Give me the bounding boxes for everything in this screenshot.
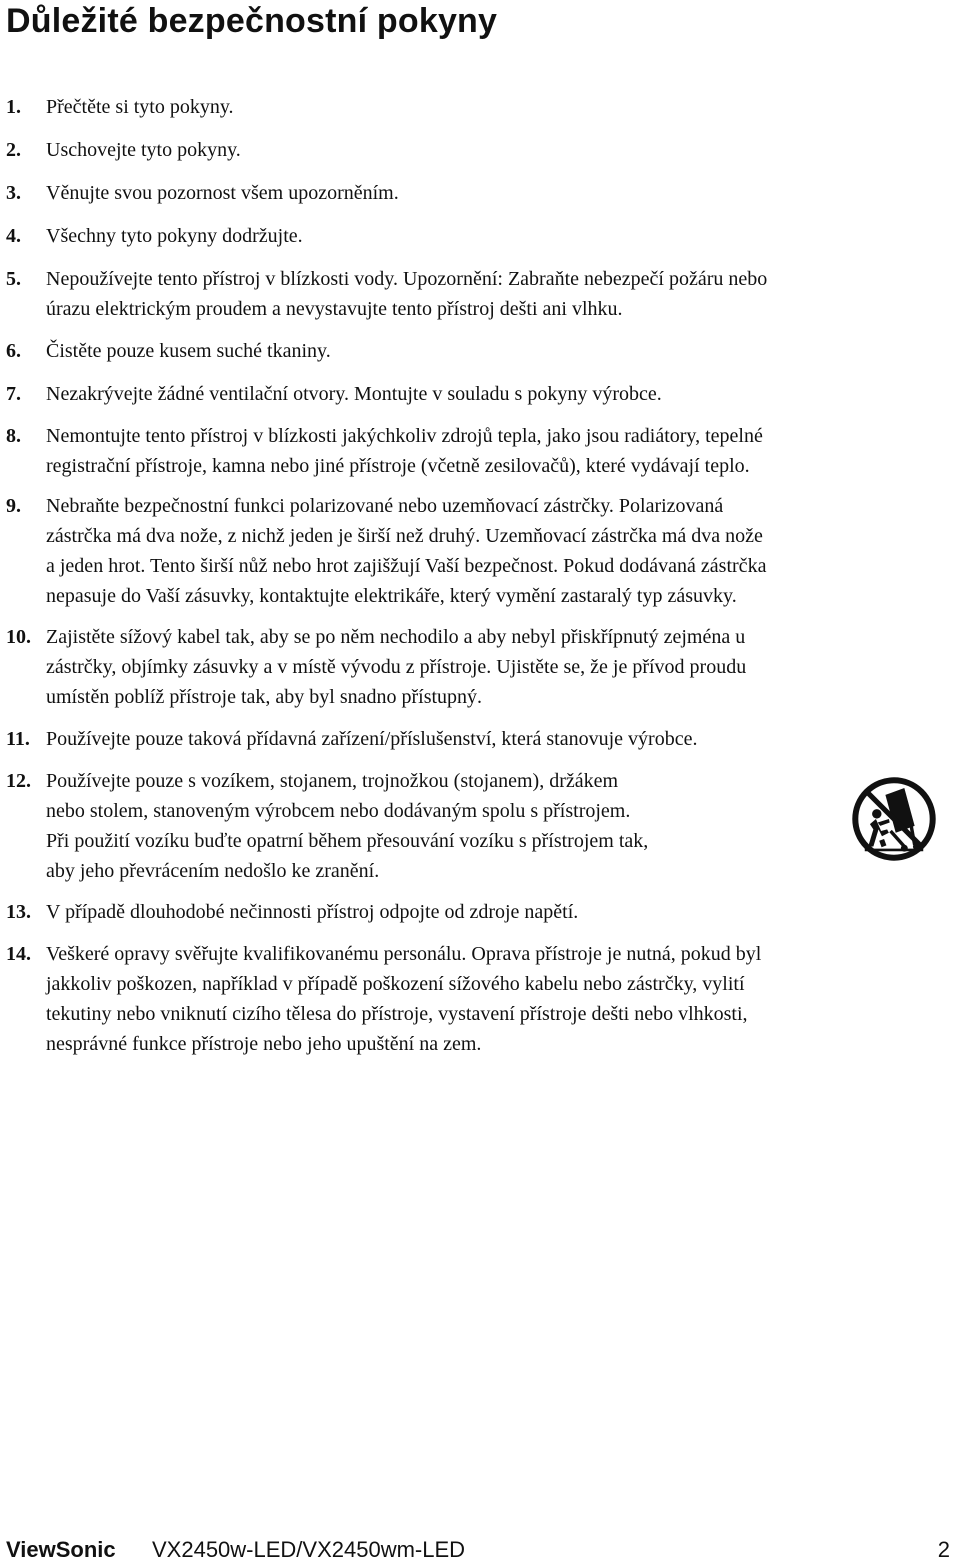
cart-tip-over-warning-icon xyxy=(851,776,937,862)
item-number: 5. xyxy=(6,268,21,290)
list-item xyxy=(0,221,303,251)
item-text: Nemontujte tento přístroj v blízkosti jakýchkoliv zdrojů tepla, jako jsou radiátory, tepelné registrační přístroje, kamna nebo jiné přístroje (včetně zesilovačů), které vydávají teplo. xyxy=(46,425,763,477)
item-text: Nezakrývejte žádné ventilační otvory. Montujte v souladu s pokyny výrobce. xyxy=(46,383,662,405)
list-item xyxy=(0,135,241,165)
item-number: 9. xyxy=(6,495,21,517)
list-item xyxy=(0,897,578,927)
item-text: Přečtěte si tyto pokyny. xyxy=(46,96,234,118)
item-text: Čistěte pouze kusem suché tkaniny. xyxy=(46,340,331,362)
item-number: 10. xyxy=(6,626,31,648)
item-number: 1. xyxy=(6,96,21,118)
item-text: Nepoužívejte tento přístroj v blízkosti vody. Upozornění: Zabraňte nebezpečí požáru nebo úrazu elektrickým proudem a nevystavujte tento přístroj dešti ani vlhku. xyxy=(46,268,768,320)
item-text: Používejte pouze taková přídavná zařízení/příslušenství, která stanovuje výrobce. xyxy=(46,728,698,750)
item-text: Nebraňte bezpečnostní funkci polarizované nebo uzemňovací zástrčky. Polarizovaná zástrčka má dva nože, z nichž jeden je širší než druhý. Uzemňovací zástrčka má dva nože a jeden hrot. Tento širší nůž nebo hrot zajišžují Vaší bezpečnost. Pokud dodávaná zástrčka nepasuje do Vaší zásuvky, kontaktujte elektrikáře, který vymění zastaralý typ zásuvky. xyxy=(46,495,767,607)
item-text: Veškeré opravy svěřujte kvalifikovanému personálu. Oprava přístroje je nutná, pokud byl jakkoliv poškozen, například v případě poškození sížového kabelu nebo zástrčky, vylití tekutiny nebo vniknutí cizího tělesa do přístroje, vystavení přístroje dešti nebo vlhkosti, nesprávné funkce přístroje nebo jeho upuštění na zem. xyxy=(46,943,762,1055)
list-item xyxy=(0,336,331,366)
item-number: 11. xyxy=(6,728,30,750)
list-item xyxy=(0,491,766,611)
footer-brand: ViewSonic xyxy=(6,1537,116,1562)
item-number: 14. xyxy=(6,943,31,965)
item-number: 2. xyxy=(6,139,21,161)
item-number: 4. xyxy=(6,225,21,247)
item-text: Všechny tyto pokyny dodržujte. xyxy=(46,225,303,247)
item-number: 13. xyxy=(6,901,31,923)
item-number: 6. xyxy=(6,340,21,362)
item-text: Uschovejte tyto pokyny. xyxy=(46,139,241,161)
footer-model: VX2450w-LED/VX2450wm-LED xyxy=(152,1537,466,1562)
list-item xyxy=(0,178,399,208)
page-title: Důležité bezpečnostní pokyny xyxy=(6,2,498,40)
list-item xyxy=(0,379,662,409)
item-text: V případě dlouhodobé nečinnosti přístroj odpojte od zdroje napětí. xyxy=(46,901,579,923)
list-item xyxy=(0,92,234,122)
list-item xyxy=(0,421,763,481)
item-number: 12. xyxy=(6,770,31,792)
item-number: 7. xyxy=(6,383,21,405)
list-item xyxy=(0,724,697,754)
list-item xyxy=(0,622,746,712)
list-item xyxy=(0,264,767,324)
page-footer xyxy=(0,1536,960,1564)
list-item xyxy=(0,939,761,1059)
item-text: Používejte pouze s vozíkem, stojanem, trojnožkou (stojanem), držákem nebo stolem, stanoveným výrobcem nebo dodávaným spolu s přístrojem. Při použití vozíku buďte opatrní během přesouvání vozíku s přístrojem tak, aby jeho převrácením nedošlo ke zranění. xyxy=(46,770,649,882)
list-item xyxy=(0,766,648,886)
item-number: 3. xyxy=(6,182,21,204)
footer-page-number: 2 xyxy=(937,1537,950,1562)
item-number: 8. xyxy=(6,425,21,447)
item-text: Věnujte svou pozornost všem upozorněním. xyxy=(46,182,399,204)
item-text: Zajistěte sížový kabel tak, aby se po něm nechodilo a aby nebyl přiskřípnutý zejména u zástrčky, objímky zásuvky a v místě vývodu z přístroje. Ujistěte se, že je přívod proudu umístěn poblíž přístroje tak, aby byl snadno přístupný. xyxy=(46,626,747,708)
